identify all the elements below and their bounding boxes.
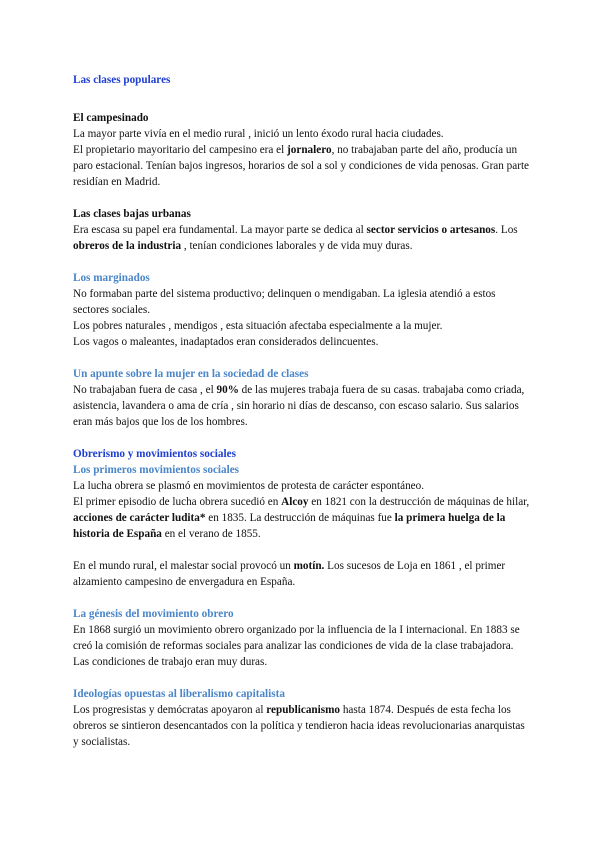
document-content	[73, 72, 533, 750]
paragraph: La lucha obrera se plasmó en movimientos de protesta de carácter espontáneo.	[73, 480, 425, 492]
paragraph: Era escasa su papel era fundamental. La mayor parte se dedica al sector servicios o artesanos. Los obreros de la industria , tenían condiciones laborales y de vida muy duras.	[73, 224, 518, 252]
subheading-genesis-movimiento-obrero: La génesis del movimiento obrero	[73, 608, 234, 620]
section-title-obrerismo: Obrerismo y movimientos sociales	[73, 448, 236, 460]
paragraph: Los vagos o maleantes, inadaptados eran considerados delincuentes.	[73, 336, 379, 348]
paragraph: No trabajaban fuera de casa , el 90% de las mujeres trabaja fuera de su casas. trabajaba como criada, asistencia, lavandera o ama de cría , sin horario ni días de descanso, con escaso salario. Sus salarios eran más bajos que los de los hombres.	[73, 384, 525, 428]
section-title-clases-populares: Las clases populares	[73, 74, 171, 86]
paragraph: En 1868 surgió un movimiento obrero organizado por la influencia de la I internacional. En 1883 se creó la comisión de reformas sociales para analizar las condiciones de vida de la clase trabajadora.	[73, 624, 520, 652]
paragraph: Las condiciones de trabajo eran muy duras.	[73, 656, 268, 668]
subheading-apunte-mujer: Un apunte sobre la mujer en la sociedad de clases	[73, 368, 309, 380]
paragraph: La mayor parte vivía en el medio rural , inició un lento éxodo rural hacia ciudades.	[73, 128, 444, 140]
subheading-marginados: Los marginados	[73, 272, 150, 284]
paragraph: Los pobres naturales , mendigos , esta situación afectaba especialmente a la mujer.	[73, 320, 443, 332]
paragraph: El primer episodio de lucha obrera sucedió en Alcoy en 1821 con la destrucción de máquinas de hilar, acciones de carácter ludita* en 1835. La destrucción de máquinas fue la primera huelga de la historia de España en el verano de 1855.	[73, 496, 530, 540]
paragraph: Los progresistas y demócratas apoyaron al republicanismo hasta 1874. Después de esta fecha los obreros se sintieron desencantados con la política y tendieron hacia ideas revolucionarias anarquistas y socialistas.	[73, 704, 525, 748]
paragraph: No formaban parte del sistema productivo; delinquen o mendigaban. La iglesia atendió a estos sectores sociales.	[73, 288, 496, 316]
paragraph: En el mundo rural, el malestar social provocó un motín. Los sucesos de Loja en 1861 , el primer alzamiento campesino de envergadura en España.	[73, 560, 506, 588]
paragraph: El propietario mayoritario del campesino era el jornalero, no trabajaban parte del año, producía un paro estacional. Tenían bajos ingresos, horarios de sol a sol y condiciones de vida penosas. Gran parte residían en Madrid.	[73, 144, 530, 188]
subheading-ideologias-opuestas: Ideologías opuestas al liberalismo capitalista	[73, 688, 285, 700]
subheading-campesinado: El campesinado	[73, 112, 149, 124]
subheading-primeros-movimientos: Los primeros movimientos sociales	[73, 464, 240, 476]
subheading-clases-bajas-urbanas: Las clases bajas urbanas	[73, 208, 191, 220]
